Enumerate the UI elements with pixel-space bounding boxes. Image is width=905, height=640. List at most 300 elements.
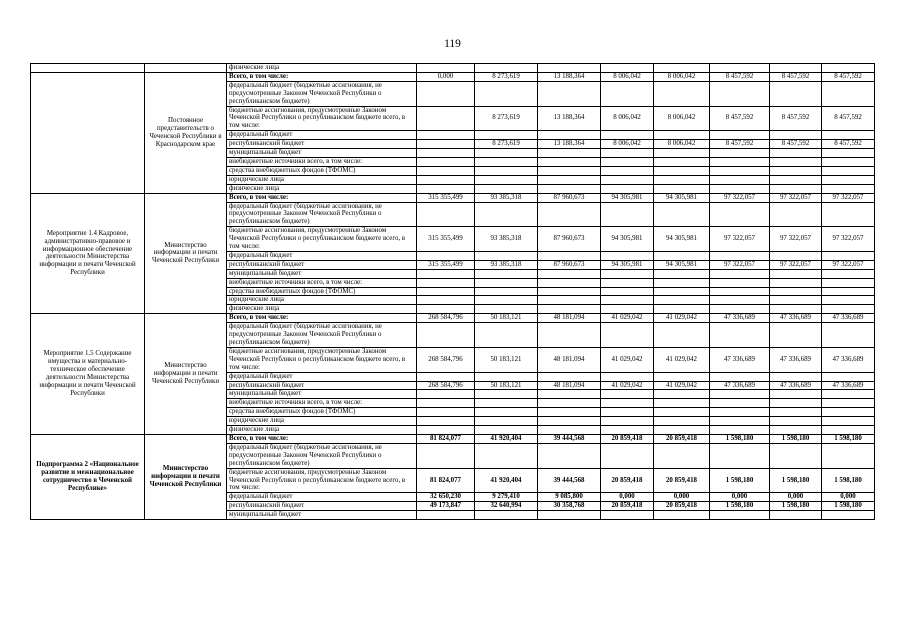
amount-cell [601, 131, 654, 140]
funding-source-cell: республиканский бюджет [227, 140, 417, 149]
amount-cell [770, 287, 822, 296]
amount-cell [475, 184, 538, 193]
amount-cell: 47 336,689 [822, 314, 875, 323]
amount-cell [417, 81, 475, 106]
amount-cell [475, 175, 538, 184]
amount-cell [417, 417, 475, 426]
amount-cell [538, 64, 601, 73]
amount-cell: 30 358,768 [538, 502, 601, 511]
amount-cell: 32 640,994 [475, 502, 538, 511]
amount-cell [417, 426, 475, 435]
amount-cell [770, 202, 822, 227]
amount-cell: 20 859,418 [654, 434, 710, 443]
amount-cell: 93 385,318 [475, 227, 538, 252]
amount-cell [475, 64, 538, 73]
amount-cell [822, 157, 875, 166]
amount-cell [475, 296, 538, 305]
amount-cell [601, 184, 654, 193]
amount-cell: 8 273,619 [475, 140, 538, 149]
amount-cell: 41 029,042 [601, 347, 654, 372]
amount-cell [601, 287, 654, 296]
amount-cell: 39 444,568 [538, 468, 601, 493]
amount-cell [654, 149, 710, 158]
amount-cell [770, 399, 822, 408]
table-row [31, 72, 875, 81]
amount-cell: 39 444,568 [538, 434, 601, 443]
amount-cell [654, 251, 710, 260]
amount-cell [538, 399, 601, 408]
amount-cell [417, 278, 475, 287]
amount-cell: 20 859,418 [601, 468, 654, 493]
funding-source-cell: юридические лица [227, 417, 417, 426]
amount-cell [475, 131, 538, 140]
funding-source-cell: федеральный бюджет [227, 131, 417, 140]
amount-cell [654, 426, 710, 435]
funding-source-cell: бюджетные ассигнования, предусмотренные Законом Чеченской Республики о республиканском бюджете всего, в том числе: [227, 468, 417, 493]
funding-source-cell: бюджетные ассигнования, предусмотренные Законом Чеченской Республики о республиканском бюджете всего, в том числе: [227, 227, 417, 252]
amount-cell: 315 355,499 [417, 193, 475, 202]
funding-source-cell: федеральный бюджет [227, 251, 417, 260]
amount-cell [538, 184, 601, 193]
amount-cell [822, 287, 875, 296]
amount-cell [710, 157, 770, 166]
amount-cell [417, 131, 475, 140]
amount-cell [710, 296, 770, 305]
funding-source-cell: муниципальный бюджет [227, 390, 417, 399]
amount-cell: 97 322,057 [770, 227, 822, 252]
funding-source-cell: федеральный бюджет [227, 493, 417, 502]
amount-cell: 1 598,180 [710, 434, 770, 443]
amount-cell: 87 960,673 [538, 193, 601, 202]
amount-cell [601, 305, 654, 314]
amount-cell [654, 408, 710, 417]
amount-cell: 48 181,094 [538, 347, 601, 372]
amount-cell: 268 584,796 [417, 314, 475, 323]
amount-cell: 1 598,180 [822, 468, 875, 493]
table-row [31, 64, 875, 73]
amount-cell [710, 390, 770, 399]
funding-source-cell: федеральный бюджет (бюджетные ассигнования, не предусмотренные Законом Чеченской Республики о республиканском бюджете) [227, 81, 417, 106]
amount-cell: 47 336,689 [710, 347, 770, 372]
amount-cell [475, 202, 538, 227]
amount-cell [601, 426, 654, 435]
table-row [31, 193, 875, 202]
amount-cell [654, 372, 710, 381]
amount-cell [538, 408, 601, 417]
amount-cell [417, 269, 475, 278]
amount-cell: 8 457,592 [822, 140, 875, 149]
executor-cell: Министерство информации и печати Чеченской Республики [145, 193, 227, 314]
amount-cell: 94 305,981 [601, 260, 654, 269]
funding-source-cell: федеральный бюджет (бюджетные ассигнования, не предусмотренные Законом Чеченской Республики о республиканском бюджете) [227, 443, 417, 468]
amount-cell [770, 175, 822, 184]
amount-cell: 9 279,410 [475, 493, 538, 502]
amount-cell [601, 64, 654, 73]
amount-cell: 41 029,042 [601, 381, 654, 390]
amount-cell [710, 166, 770, 175]
funding-source-cell: федеральный бюджет [227, 372, 417, 381]
amount-cell: 1 598,180 [770, 434, 822, 443]
amount-cell [475, 269, 538, 278]
funding-source-cell: внебюджетные источники всего, в том числе: [227, 157, 417, 166]
amount-cell [822, 323, 875, 348]
amount-cell [654, 511, 710, 520]
amount-cell [417, 511, 475, 520]
amount-cell [601, 269, 654, 278]
amount-cell: 1 598,180 [710, 468, 770, 493]
amount-cell [601, 175, 654, 184]
amount-cell: 8 457,592 [770, 106, 822, 131]
amount-cell [417, 287, 475, 296]
amount-cell: 97 322,057 [822, 227, 875, 252]
amount-cell [710, 323, 770, 348]
amount-cell [770, 417, 822, 426]
amount-cell: 97 322,057 [710, 193, 770, 202]
amount-cell: 0,000 [710, 493, 770, 502]
amount-cell [475, 426, 538, 435]
amount-cell: 47 336,689 [770, 314, 822, 323]
amount-cell [475, 149, 538, 158]
amount-cell [538, 269, 601, 278]
amount-cell [475, 443, 538, 468]
amount-cell [654, 296, 710, 305]
amount-cell: 49 173,847 [417, 502, 475, 511]
amount-cell [770, 251, 822, 260]
amount-cell [710, 278, 770, 287]
amount-cell: 8 006,042 [601, 72, 654, 81]
funding-source-cell: внебюджетные источники всего, в том числе: [227, 278, 417, 287]
amount-cell: 93 385,318 [475, 193, 538, 202]
amount-cell: 8 006,042 [601, 106, 654, 131]
amount-cell: 81 824,077 [417, 434, 475, 443]
amount-cell [710, 269, 770, 278]
amount-cell [538, 149, 601, 158]
amount-cell: 97 322,057 [770, 193, 822, 202]
amount-cell [417, 251, 475, 260]
amount-cell [770, 443, 822, 468]
funding-source-cell: бюджетные ассигнования, предусмотренные Законом Чеченской Республики о республиканском бюджете всего, в том числе: [227, 106, 417, 131]
amount-cell [601, 511, 654, 520]
program-cell [31, 72, 145, 193]
amount-cell [710, 64, 770, 73]
amount-cell [770, 323, 822, 348]
funding-source-cell: муниципальный бюджет [227, 511, 417, 520]
amount-cell: 93 385,318 [475, 260, 538, 269]
amount-cell [770, 305, 822, 314]
budget-table [30, 63, 875, 520]
funding-source-cell: физические лица [227, 305, 417, 314]
amount-cell [475, 251, 538, 260]
amount-cell [822, 251, 875, 260]
amount-cell [538, 131, 601, 140]
funding-source-cell: физические лица [227, 426, 417, 435]
amount-cell [654, 64, 710, 73]
amount-cell [417, 184, 475, 193]
amount-cell [601, 296, 654, 305]
program-cell: Мероприятие 1.5 Содержание имущества и материально-техническое обеспечение деятельности Министерства информации и печати Чеченской Республики [31, 314, 145, 435]
program-cell: Мероприятие 1.4 Кадровое, административно-правовое и информационное обеспечение деятельности Министерства информации и печати Чеченской Республики [31, 193, 145, 314]
amount-cell: 0,000 [601, 493, 654, 502]
amount-cell [822, 296, 875, 305]
amount-cell [710, 426, 770, 435]
amount-cell: 47 336,689 [710, 381, 770, 390]
amount-cell [822, 426, 875, 435]
amount-cell [710, 372, 770, 381]
amount-cell: 94 305,981 [601, 193, 654, 202]
funding-source-cell: федеральный бюджет (бюджетные ассигнования, не предусмотренные Законом Чеченской Республики о республиканском бюджете) [227, 202, 417, 227]
amount-cell [475, 81, 538, 106]
amount-cell [710, 417, 770, 426]
amount-cell [710, 443, 770, 468]
executor-cell: Постоянное представительств о Чеченской Республики в Краснодарском крае [145, 72, 227, 193]
amount-cell [822, 399, 875, 408]
amount-cell [601, 390, 654, 399]
amount-cell [770, 131, 822, 140]
amount-cell [654, 175, 710, 184]
amount-cell [710, 511, 770, 520]
amount-cell [654, 81, 710, 106]
amount-cell [475, 305, 538, 314]
amount-cell [417, 106, 475, 131]
amount-cell: 8 457,592 [822, 106, 875, 131]
amount-cell: 1 598,180 [710, 502, 770, 511]
amount-cell [417, 202, 475, 227]
amount-cell [710, 305, 770, 314]
amount-cell [710, 287, 770, 296]
amount-cell: 268 584,796 [417, 381, 475, 390]
amount-cell [822, 166, 875, 175]
amount-cell [475, 287, 538, 296]
amount-cell: 20 859,418 [654, 468, 710, 493]
amount-cell: 47 336,689 [822, 347, 875, 372]
amount-cell: 94 305,981 [601, 227, 654, 252]
funding-source-cell: физические лица [227, 64, 417, 73]
amount-cell [822, 408, 875, 417]
amount-cell [417, 157, 475, 166]
amount-cell [538, 81, 601, 106]
amount-cell [475, 399, 538, 408]
amount-cell: 8 006,042 [654, 106, 710, 131]
amount-cell [601, 157, 654, 166]
amount-cell [654, 166, 710, 175]
funding-source-cell: средства внебюджетных фондов (ТФОМС) [227, 166, 417, 175]
amount-cell [475, 408, 538, 417]
amount-cell [822, 417, 875, 426]
amount-cell: 97 322,057 [822, 193, 875, 202]
amount-cell [710, 399, 770, 408]
amount-cell: 41 920,404 [475, 468, 538, 493]
amount-cell [770, 166, 822, 175]
amount-cell [538, 296, 601, 305]
amount-cell: 315 355,499 [417, 260, 475, 269]
amount-cell: 8 457,592 [710, 106, 770, 131]
amount-cell [475, 511, 538, 520]
amount-cell [538, 372, 601, 381]
amount-cell [417, 399, 475, 408]
amount-cell [417, 372, 475, 381]
amount-cell [601, 323, 654, 348]
amount-cell: 0,000 [417, 72, 475, 81]
amount-cell: 20 859,418 [601, 434, 654, 443]
amount-cell: 97 322,057 [770, 260, 822, 269]
program-cell [31, 64, 145, 73]
amount-cell [654, 417, 710, 426]
amount-cell [770, 81, 822, 106]
amount-cell [770, 511, 822, 520]
amount-cell: 8 457,592 [710, 140, 770, 149]
amount-cell [822, 372, 875, 381]
amount-cell: 41 029,042 [654, 347, 710, 372]
amount-cell [538, 390, 601, 399]
amount-cell [822, 175, 875, 184]
amount-cell [417, 296, 475, 305]
amount-cell [654, 157, 710, 166]
amount-cell [417, 166, 475, 175]
amount-cell: 0,000 [770, 493, 822, 502]
amount-cell: 50 183,121 [475, 347, 538, 372]
amount-cell: 50 183,121 [475, 381, 538, 390]
amount-cell [601, 166, 654, 175]
amount-cell [475, 166, 538, 175]
amount-cell: 8 273,619 [475, 72, 538, 81]
amount-cell: 94 305,981 [654, 227, 710, 252]
amount-cell [417, 140, 475, 149]
amount-cell [417, 443, 475, 468]
amount-cell: 48 181,094 [538, 314, 601, 323]
amount-cell: 41 029,042 [654, 381, 710, 390]
amount-cell: 41 920,404 [475, 434, 538, 443]
amount-cell: 41 029,042 [654, 314, 710, 323]
funding-source-cell: юридические лица [227, 175, 417, 184]
amount-cell: 13 188,364 [538, 140, 601, 149]
amount-cell [822, 184, 875, 193]
amount-cell [770, 390, 822, 399]
amount-cell: 8 006,042 [601, 140, 654, 149]
funding-source-cell: Всего, в том числе: [227, 434, 417, 443]
amount-cell [654, 399, 710, 408]
amount-cell: 13 188,364 [538, 106, 601, 131]
amount-cell: 20 859,418 [601, 502, 654, 511]
funding-source-cell: федеральный бюджет (бюджетные ассигнования, не предусмотренные Законом Чеченской Республики о республиканском бюджете) [227, 323, 417, 348]
amount-cell: 94 305,981 [654, 260, 710, 269]
amount-cell [417, 408, 475, 417]
table-row [31, 434, 875, 443]
amount-cell [601, 278, 654, 287]
amount-cell: 1 598,180 [822, 502, 875, 511]
amount-cell [654, 390, 710, 399]
amount-cell [770, 149, 822, 158]
amount-cell: 41 029,042 [601, 314, 654, 323]
amount-cell: 87 960,673 [538, 260, 601, 269]
amount-cell: 47 336,689 [770, 347, 822, 372]
amount-cell: 32 650,230 [417, 493, 475, 502]
amount-cell: 8 457,592 [710, 72, 770, 81]
table-row [31, 314, 875, 323]
funding-source-cell: республиканский бюджет [227, 502, 417, 511]
amount-cell [770, 408, 822, 417]
amount-cell: 97 322,057 [710, 227, 770, 252]
amount-cell [475, 390, 538, 399]
amount-cell [538, 175, 601, 184]
amount-cell [710, 202, 770, 227]
amount-cell [710, 149, 770, 158]
funding-source-cell: физические лица [227, 184, 417, 193]
amount-cell: 8 273,619 [475, 106, 538, 131]
amount-cell [654, 131, 710, 140]
amount-cell [770, 372, 822, 381]
amount-cell [417, 149, 475, 158]
amount-cell: 97 322,057 [710, 260, 770, 269]
executor-cell: Министерство информации и печати Чеченской Республики [145, 434, 227, 519]
amount-cell: 50 183,121 [475, 314, 538, 323]
amount-cell: 47 336,689 [710, 314, 770, 323]
amount-cell [417, 390, 475, 399]
executor-cell [145, 64, 227, 73]
amount-cell [822, 131, 875, 140]
amount-cell: 13 188,364 [538, 72, 601, 81]
amount-cell [475, 417, 538, 426]
amount-cell [538, 166, 601, 175]
amount-cell [475, 372, 538, 381]
funding-source-cell: юридические лица [227, 296, 417, 305]
amount-cell [822, 390, 875, 399]
amount-cell: 1 598,180 [770, 502, 822, 511]
amount-cell [710, 175, 770, 184]
amount-cell [654, 184, 710, 193]
amount-cell [538, 426, 601, 435]
amount-cell [822, 269, 875, 278]
amount-cell [601, 81, 654, 106]
amount-cell [710, 408, 770, 417]
funding-source-cell: Всего, в том числе: [227, 314, 417, 323]
amount-cell [770, 157, 822, 166]
amount-cell [601, 372, 654, 381]
amount-cell [417, 305, 475, 314]
amount-cell [538, 443, 601, 468]
funding-source-cell: муниципальный бюджет [227, 149, 417, 158]
executor-cell: Министерство информации и печати Чеченской Республики [145, 314, 227, 435]
amount-cell [601, 399, 654, 408]
amount-cell [822, 64, 875, 73]
amount-cell [770, 426, 822, 435]
amount-cell [417, 323, 475, 348]
program-cell: Подпрограмма 2 «Национальное развитие и межнациональное сотрудничество в Чеченской Республике» [31, 434, 145, 519]
amount-cell [601, 149, 654, 158]
amount-cell [822, 81, 875, 106]
amount-cell [710, 184, 770, 193]
amount-cell [822, 305, 875, 314]
amount-cell [538, 417, 601, 426]
amount-cell [654, 443, 710, 468]
amount-cell [770, 278, 822, 287]
amount-cell [822, 278, 875, 287]
amount-cell: 8 457,592 [822, 72, 875, 81]
amount-cell: 268 584,796 [417, 347, 475, 372]
amount-cell [654, 287, 710, 296]
amount-cell: 8 006,042 [654, 72, 710, 81]
funding-source-cell: муниципальный бюджет [227, 269, 417, 278]
amount-cell [538, 305, 601, 314]
amount-cell [710, 131, 770, 140]
amount-cell [770, 296, 822, 305]
amount-cell [601, 251, 654, 260]
amount-cell [822, 511, 875, 520]
funding-source-cell: республиканский бюджет [227, 260, 417, 269]
amount-cell [654, 305, 710, 314]
amount-cell [601, 443, 654, 468]
amount-cell: 47 336,689 [770, 381, 822, 390]
amount-cell [822, 149, 875, 158]
